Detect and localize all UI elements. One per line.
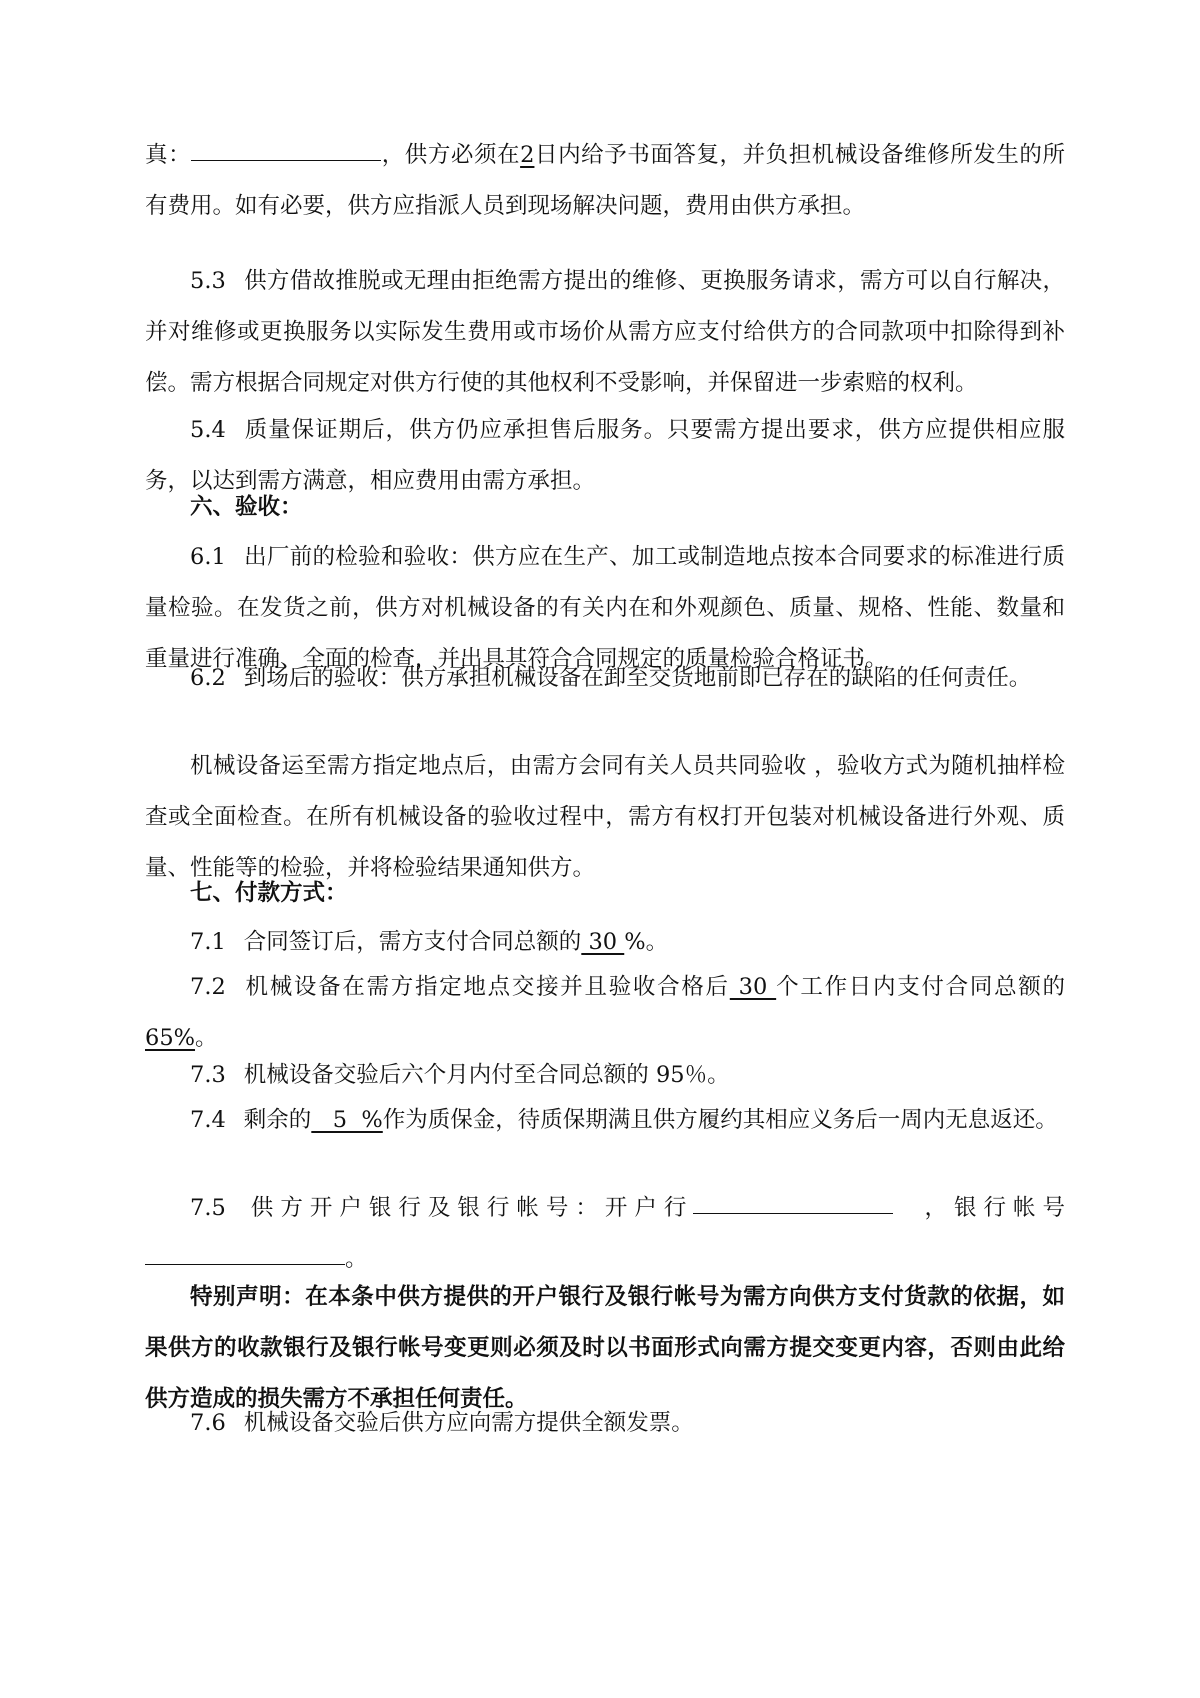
clause-5-3: 5.3 供方借故推脱或无理由拒绝需方提出的维修、更换服务请求，需方可以自行解决，并对维修或更换服务以实际发生费用或市场价从需方应支付给供方的合同款项中扣除得到补偿。需方根据合同规定对供方行使的其他权利不受影响，并保留进一步索赔的权利。: [145, 268, 1065, 396]
paragraph-5-2-cont: 真： ，供方必须在2日内给予书面答复，并负担机械设备维修所发生的所有费用。如有必要，供方应指派人员到现场解决问题，费用由供方承担。: [145, 142, 1065, 219]
heading-payment: 七、付款方式：: [190, 880, 348, 906]
clause-7-6: 7.6 机械设备交验后供方应向需方提供全额发票。: [190, 1410, 694, 1436]
clause-6-1: 6.1 出厂前的检验和验收：供方应在生产、加工或制造地点按本合同要求的标准进行质量检验。在发货之前，供方对机械设备的有关内在和外观颜色、质量、规格、性能、数量和重量进行准确、全面的检查，并出具其符合合同规定的质量检验合格证书。: [145, 544, 1065, 672]
fax-blank: [191, 159, 381, 161]
clause-7-4: 7.4 剩余的 5 %作为质保金，待质保期满且供方履约其相应义务后一周内无息返还。: [190, 1107, 1058, 1133]
clause-7-3: 7.3 机械设备交验后六个月内付至合同总额的 95％。: [190, 1062, 730, 1088]
clause-6-2: 6.2 到场后的验收：供方承担机械设备在卸至交货地前即已存在的缺陷的任何责任。: [190, 665, 1032, 691]
clause-7-5: 7.5 供方开户银行及银行帐号：开户行 ，银行帐号。: [145, 1183, 1065, 1285]
heading-acceptance: 六、验收：: [190, 494, 303, 520]
clause-7-1: 7.1 合同签订后，需方支付合同总额的 30 %。: [190, 929, 669, 955]
clause-5-4: 5.4 质量保证期后，供方仍应承担售后服务。只要需方提出要求，供方应提供相应服务，以达到需方满意，相应费用由需方承担。: [145, 417, 1065, 494]
bank-account-blank: [145, 1263, 345, 1265]
bank-name-blank: [693, 1212, 893, 1214]
clause-7-2: 7.2 机械设备在需方指定地点交接并且验收合格后 30 个工作日内支付合同总额的 65%。: [145, 974, 1065, 1051]
special-statement: 特别声明：在本条中供方提供的开户银行及银行帐号为需方向供方支付货款的依据，如果供方的收款银行及银行帐号变更则必须及时以书面形式向需方提交变更内容，否则由此给供方造成的损失需方不承担任何责任。: [145, 1284, 1065, 1412]
clause-6-2-detail: 机械设备运至需方指定地点后，由需方会同有关人员共同验收 ，验收方式为随机抽样检查或全面检查。在所有机械设备的验收过程中，需方有权打开包装对机械设备进行外观、质量、性能等的检验，并将检验结果通知供方。: [145, 753, 1065, 881]
